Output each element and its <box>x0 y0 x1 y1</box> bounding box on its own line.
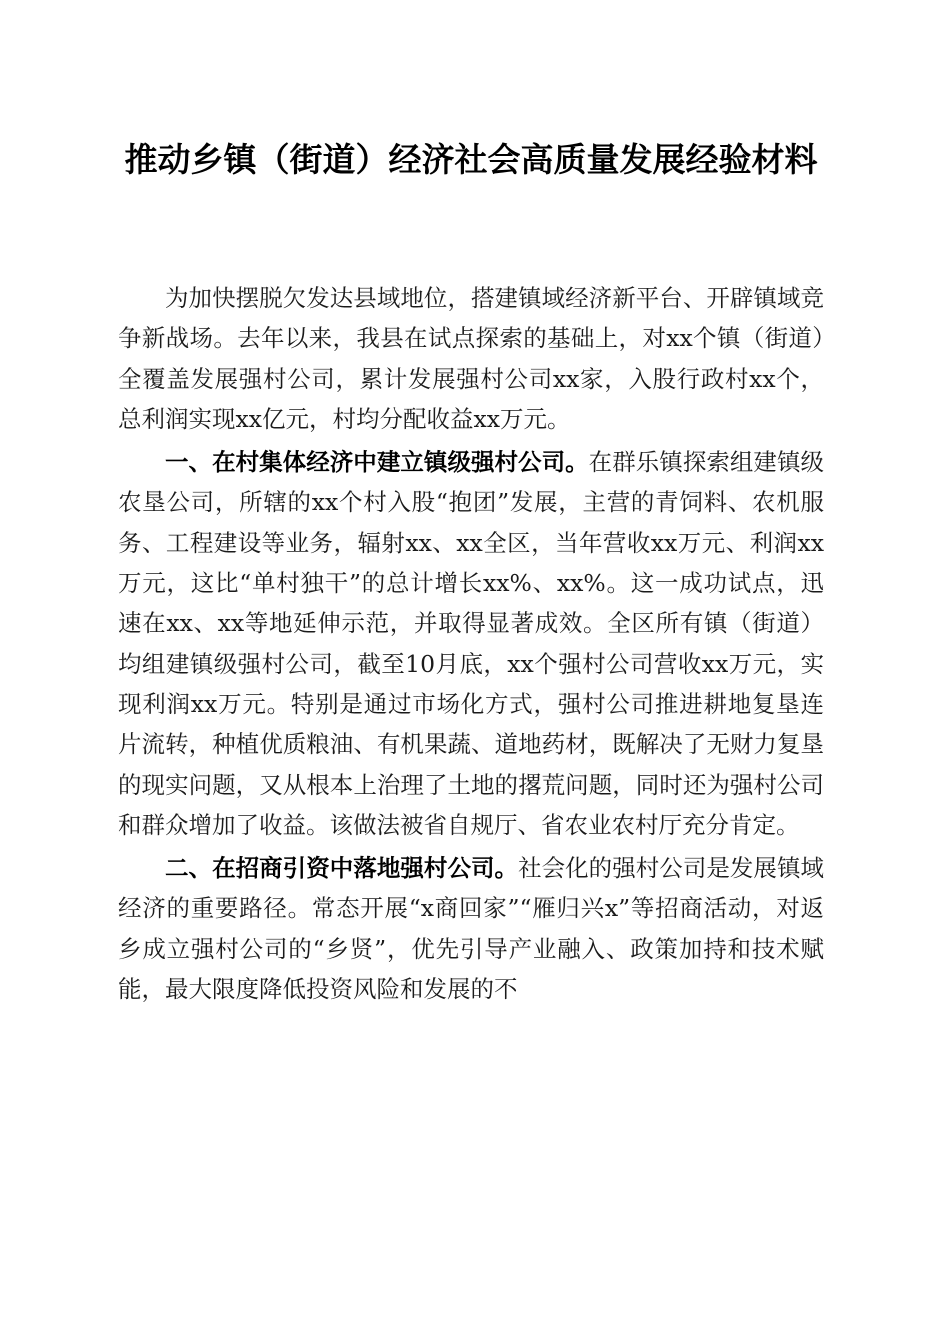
paragraph-text: 为加快摆脱欠发达县域地位，搭建镇域经济新平台、开辟镇域竞争新战场。去年以来，我县在试点探索的基础上，对xx个镇（街道）全覆盖发展强村公司，累计发展强村公司xx家，入股行政村xx个，总利润实现xx亿元，村均分配收益xx万元。 <box>118 284 824 433</box>
section-one-text: 在群乐镇探索组建镇级农垦公司，所辖的xx个村入股“抱团”发展，主营的青饲料、农机服务、工程建设等业务，辐射xx、xx全区，当年营收xx万元、利润xx万元，这比“单村独干”的总计增长xx%、xx%。这一成功试点，迅速在xx、xx等地延伸示范，并取得显著成效。全区所有镇（街道）均组建镇级强村公司，截至10月底，xx个强村公司营收xx万元，实现利润xx万元。特别是通过市场化方式，强村公司推进耕地复垦连片流转，种植优质粮油、有机果蔬、道地药材，既解决了无财力复垦的现实问题，又从根本上治理了土地的撂荒问题，同时还为强村公司和群众增加了收益。该做法被省自规厅、省农业农村厅充分肯定。 <box>118 448 825 839</box>
section-two-paragraph <box>118 848 824 1009</box>
document-title: 推动乡镇（街道）经济社会高质量发展经验材料 <box>124 140 818 179</box>
section-one-paragraph <box>118 442 824 845</box>
section-one-heading: 一、在村集体经济中建立镇级强村公司。 <box>165 448 589 477</box>
section-two-heading: 二、在招商引资中落地强村公司。 <box>165 854 519 883</box>
document-body <box>118 278 824 1009</box>
section-two-text: 社会化的强村公司是发展镇域经济的重要路径。常态开展“x商回家”“雁归兴x”等招商活动，对返乡成立强村公司的“乡贤”，优先引导产业融入、政策加持和技术赋能，最大限度降低投资风险和发展的不 <box>118 854 825 1004</box>
intro-paragraph <box>118 278 824 439</box>
